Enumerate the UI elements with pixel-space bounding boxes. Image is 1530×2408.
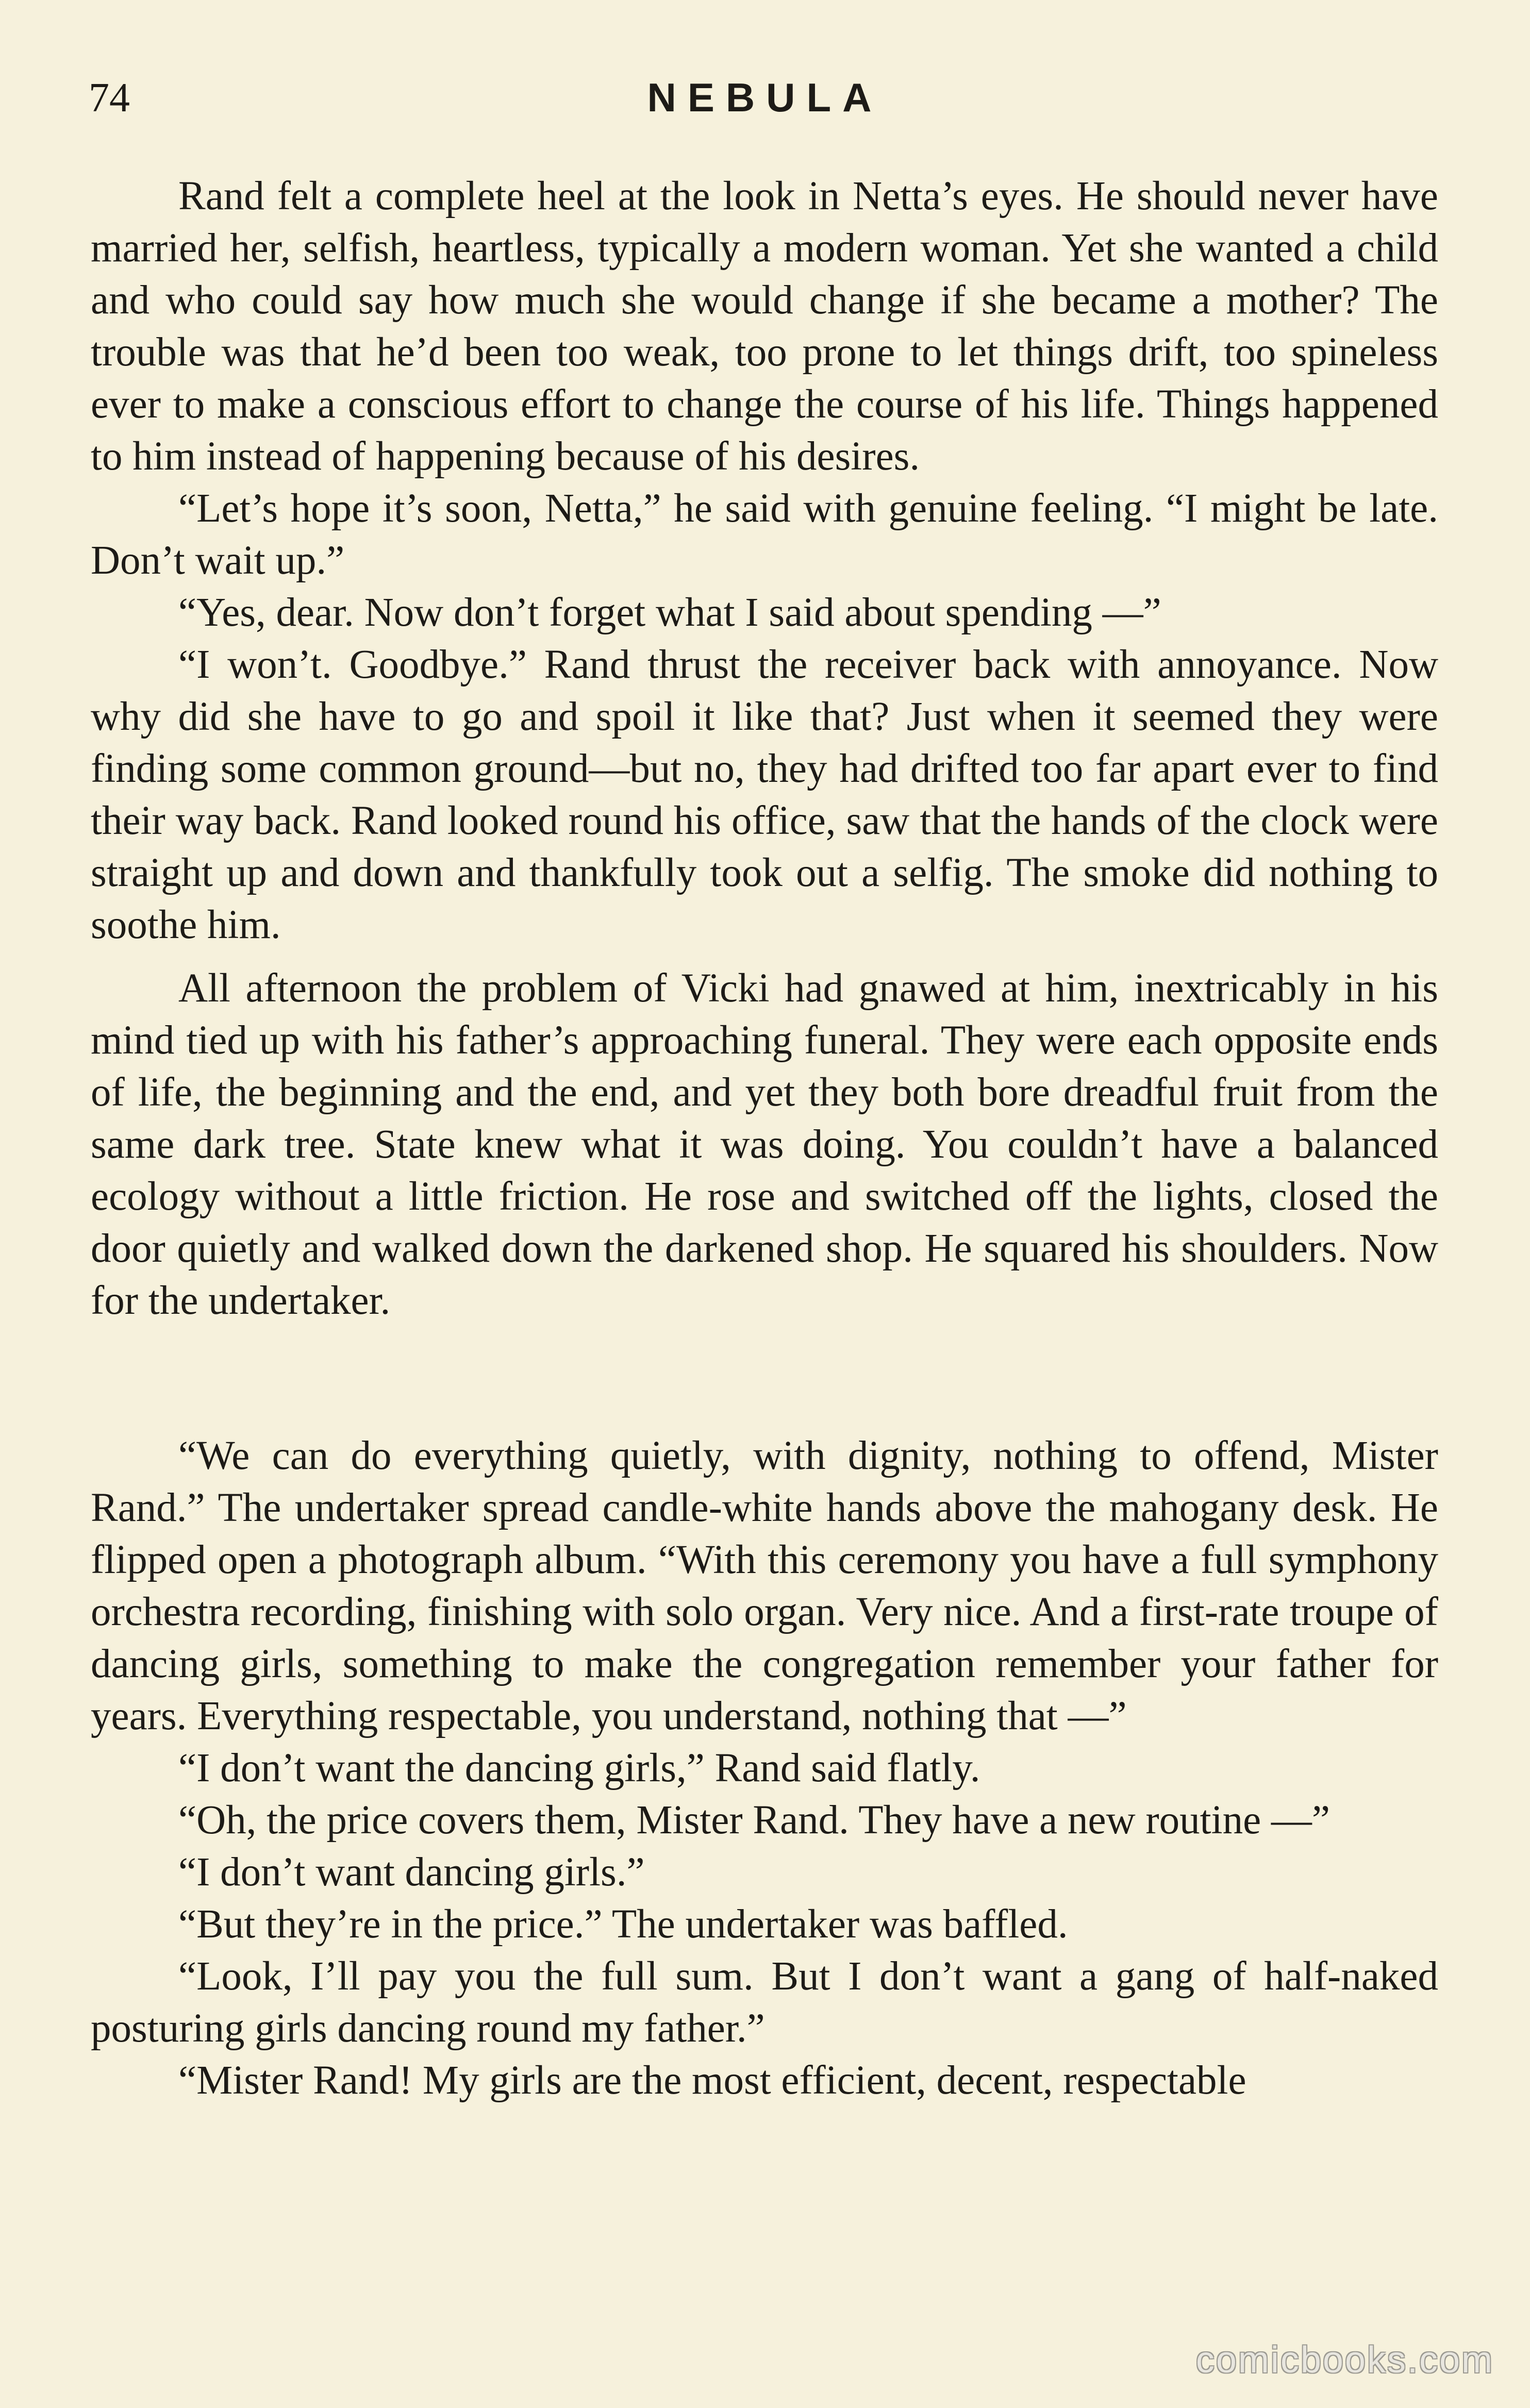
paragraph: “But they’re in the price.” The undertaker was baffled.	[178, 1902, 1068, 1947]
paragraph: “Look, I’ll pay you the full sum. But I don’t want a gang of half-naked posturing girls dancing round my father.”	[91, 1954, 1438, 2051]
body-text	[91, 170, 1438, 2106]
running-title: NEBULA	[647, 75, 883, 120]
section-break	[91, 1327, 1438, 1430]
page-number: 74	[89, 75, 130, 121]
paragraph: “I don’t want dancing girls.”	[178, 1850, 645, 1895]
paragraph: “Mister Rand! My girls are the most efficient, decent, respectable	[178, 2058, 1246, 2103]
watermark: comicbooks.com	[1195, 2339, 1494, 2381]
paragraph: Rand felt a complete heel at the look in Netta’s eyes. He should never have married her, selfish, heartless, typically a modern woman. Yet she wanted a child and who could say how much she would change if she became a mother? The trouble was that he’d been too weak, too prone to let things drift, too spineless ever to make a conscious effort to change the course of his life. Things happened to him instead of happening because of his desires.	[91, 174, 1438, 479]
paragraph: “We can do everything quietly, with dignity, nothing to offend, Mister Rand.” The undertaker spread candle-white hands above the mahogany desk. He flipped open a photograph album. “With this ceremony you have a full symphony orchestra recording, finishing with solo organ. Very nice. And a first-rate troupe of dancing girls, something to make the congregation remember your father for years. Everything respectable, you understand, nothing that —”	[91, 1433, 1438, 1738]
paragraph: “I won’t. Goodbye.” Rand thrust the receiver back with annoyance. Now why did she have to go and spoil it like that? Just when it seemed they were finding some common ground—but no, they had drifted too far apart ever to find their way back. Rand looked round his office, saw that the hands of the clock were straight up and down and thankfully took out a selfig. The smoke did nothing to soothe him.	[91, 642, 1438, 947]
paragraph: “I don’t want the dancing girls,” Rand said flatly.	[178, 1746, 980, 1791]
paragraph: “Oh, the price covers them, Mister Rand. They have a new routine —”	[178, 1798, 1330, 1843]
paragraph: All afternoon the problem of Vicki had gnawed at him, inextricably in his mind tied up with his father’s approaching funeral. They were each opposite ends of life, the beginning and the end, and yet they both bore dreadful fruit from the same dark tree. State knew what it was doing. You couldn’t have a balanced ecology without a little friction. He rose and switched off the lights, closed the door quietly and walked down the darkened shop. He squared his shoulders. Now for the undertaker.	[91, 966, 1438, 1323]
paragraph: “Yes, dear. Now don’t forget what I said about spending —”	[178, 590, 1161, 635]
paragraph: “Let’s hope it’s soon, Netta,” he said with genuine feeling. “I might be late. Don’t wait up.”	[91, 486, 1438, 583]
